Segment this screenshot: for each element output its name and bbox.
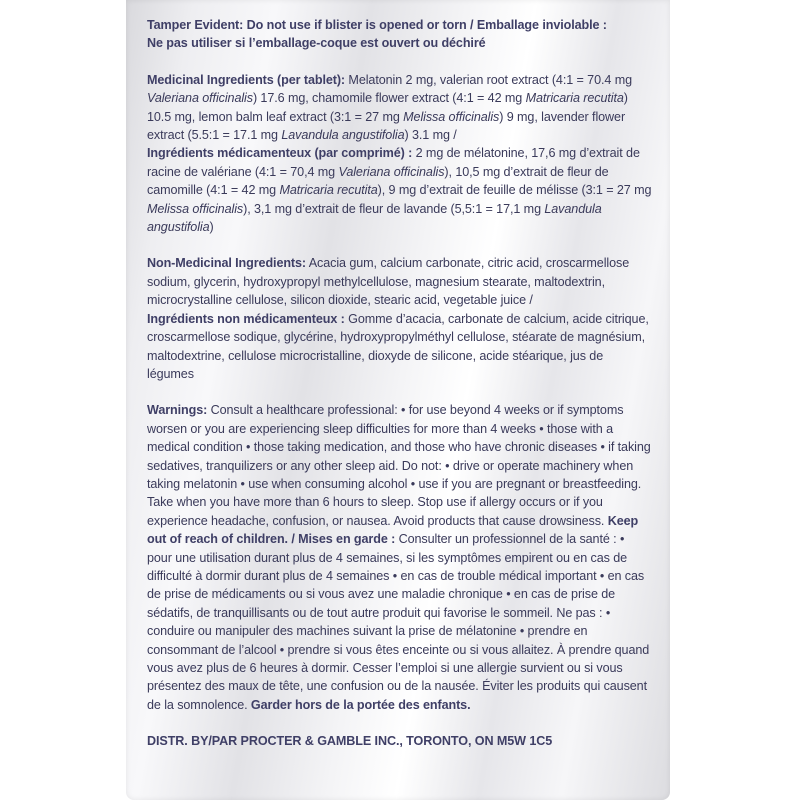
species-lavandula-en: Lavandula angustifolia <box>281 128 405 143</box>
medicinal-ingredients-label-fr: Ingrédients médicamenteux (par comprimé) : <box>147 146 413 161</box>
medicinal-text-en-5: ) 3.1 mg / <box>404 128 457 143</box>
species-lavandula-fr: Lavandula angustifolia <box>147 201 602 235</box>
species-valeriana-en: Valeriana officinalis <box>147 91 253 106</box>
medicinal-text-en-2: ) 17.6 mg, chamomile flower extract (4:1 = 42 mg <box>252 91 526 106</box>
non-medicinal-text-en: Acacia gum, calcium carbonate, citric acid, croscarmellose sodium, glycerin, hydroxypropyl methylcellulose, magnesium stearate, maltodextrin, microcrystalline cellulose, silicon dioxide, stearic acid, vegetable juice / <box>147 256 630 308</box>
medicinal-text-en-1: Melatonin 2 mg, valerian root extract (4:1 = 70.4 mg <box>345 72 632 87</box>
medicinal-text-fr-5: ) <box>209 220 214 235</box>
warnings-label: Warnings: <box>147 403 208 418</box>
keep-out-of-reach-label: Keep out of reach of children. / Mises en garde : <box>147 513 639 547</box>
medicinal-text-en-3: ) 10.5 mg, lemon balm leaf extract (3:1 = 27 mg <box>147 91 628 124</box>
medicinal-ingredients-section <box>147 71 652 237</box>
medicinal-ingredients-label-en: Medicinal Ingredients (per tablet): <box>147 72 346 87</box>
warnings-text-en: Consult a healthcare professional: • for use beyond 4 weeks or if symptoms worsen or you are experiencing sleep difficulties for more than 4 weeks • those with a medical condition • those taking medication, and those who have chronic diseases • if taking sedatives, tranquilizers or any other sleep aid. Do not: • drive or operate machinery when taking melatonin • use when consuming alcohol • use if you are pregnant or breastfeeding. Take when you have more than 6 hours to sleep. Stop use if allergy occurs or if you experience headache, confusion, or nausea. Avoid products that cause drowsiness. <box>147 403 651 528</box>
tamper-evident-text: Ne pas utiliser si l’emballage-coque est ouvert ou déchiré <box>147 36 486 51</box>
non-medicinal-ingredients-section <box>147 254 652 383</box>
tamper-evident-label: Tamper Evident: Do not use if blister is opened or torn / Emballage inviolable : <box>147 18 607 32</box>
species-matricaria-fr: Matricaria recutita <box>279 183 378 198</box>
species-melissa-en: Melissa officinalis <box>403 109 500 124</box>
medicinal-text-fr-4: ), 3,1 mg d’extrait de fleur de lavande (5,5:1 = 17,1 mg <box>243 201 545 216</box>
package-back-panel <box>126 0 670 800</box>
medicinal-text-fr-3: ), 9 mg d’extrait de feuille de mélisse (3:1 = 27 mg <box>377 183 652 198</box>
warnings-section <box>147 401 652 714</box>
warnings-text-fr: Consulter un professionnel de la santé : • pour une utilisation durant plus de 4 semaines, si les symptômes empirent ou en cas de difficulté à dormir durant plus de 4 semaines • en cas de trouble médical important • en cas de prise de médicaments ou si vous avez une maladie chronique • en cas de prise de sédatifs, de tranquillisants ou de tout autre produit qui favorise le sommeil. Ne pas : • conduire ou manipuler des machines suivant la prise de mélatonine • prendre en consommant de l’alcool • prendre si vous êtes enceinte ou si vous allaitez. À prendre quand vous avez plus de 6 heures à dormir. Cesser l’emploi si une allergie survient ou si vous présentez des maux de tête, une confusion ou de la nausée. Éviter les produits qui causent de la somnolence. <box>147 532 650 712</box>
non-medicinal-label-fr: Ingrédients non médicamenteux : <box>147 311 345 326</box>
species-melissa-fr: Melissa officinalis <box>147 201 244 216</box>
non-medicinal-text-fr: Gomme d’acacia, carbonate de calcium, acide citrique, croscarmellose sodique, glycérine, hydroxypropylméthyl cellulose, stéarate de magnésium, maltodextrine, cellulose microcristalline, dioxyde de silicone, acide stéarique, jus de légumes <box>147 311 649 381</box>
distributor-line: DISTR. BY/PAR PROCTER & GAMBLE INC., TORONTO, ON M5W 1C5 <box>147 734 553 749</box>
label-text-panel <box>147 16 652 751</box>
species-matricaria-en: Matricaria recutita <box>525 91 624 106</box>
garder-hors-label: Garder hors de la portée des enfants. <box>250 697 471 712</box>
tamper-evident-section <box>147 16 652 53</box>
medicinal-text-en-4: ) 9 mg, lavender flower extract (5.5:1 = 17.1 mg <box>147 109 626 143</box>
non-medicinal-label-en: Non-Medicinal Ingredients: <box>147 256 307 271</box>
medicinal-text-fr-1: 2 mg de mélatonine, 17,6 mg d’extrait de racine de valériane (4:1 = 70,4 mg <box>147 146 640 179</box>
species-valeriana-fr: Valeriana officinalis <box>338 164 445 179</box>
medicinal-text-fr-2: ), 10,5 mg d’extrait de fleur de camomille (4:1 = 42 mg <box>147 164 609 198</box>
